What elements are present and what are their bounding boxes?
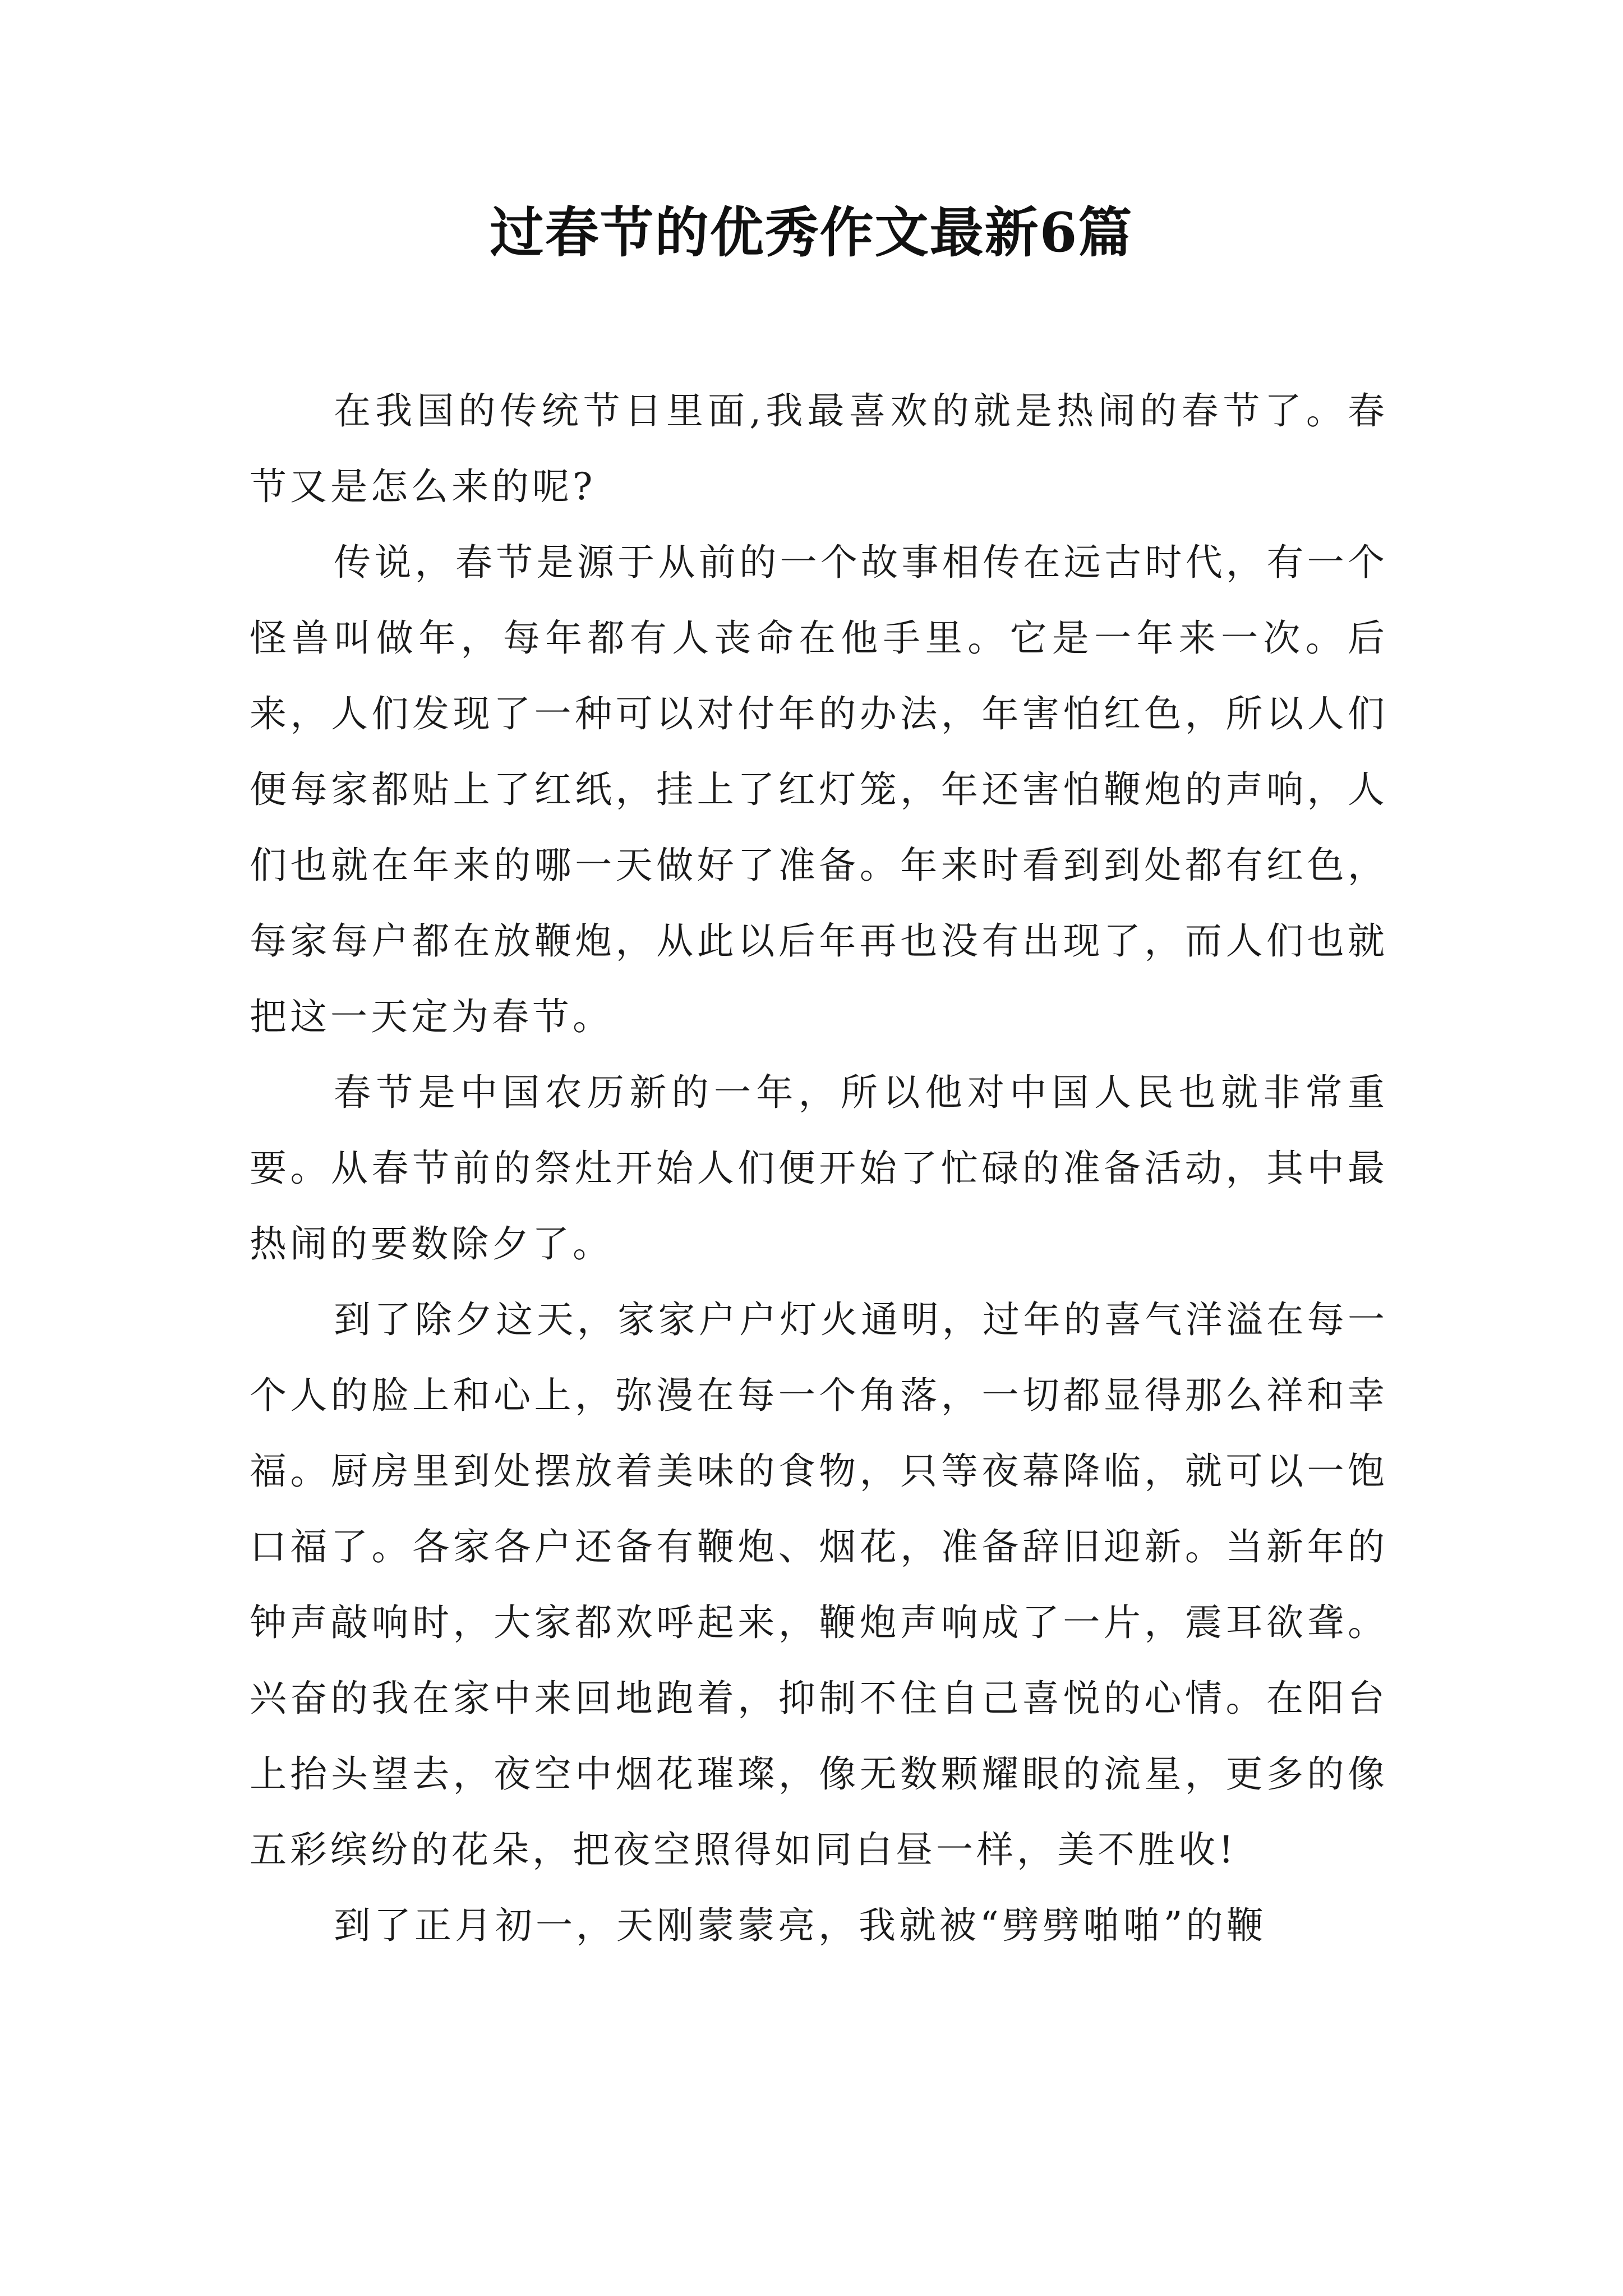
document-body: [250, 373, 1388, 1963]
paragraph-4: 到了除夕这天，家家户户灯火通明，过年的喜气洋溢在每一个人的脸上和心上，弥漫在每一个角落，一切都显得那么祥和幸福。厨房里到处摆放着美味的食物，只等夜幕降临，就可以一饱口福了。各家各户还备有鞭炮、烟花，准备辞旧迎新。当新年的钟声敲响时，大家都欢呼起来，鞭炮声响成了一片，震耳欲聋。兴奋的我在家中来回地跑着，抑制不住自己喜悦的心情。在阳台上抬头望去，夜空中烟花璀璨，像无数颗耀眼的流星，更多的像五彩缤纷的花朵，把夜空照得如同白昼一样，美不胜收!: [250, 1298, 1388, 1871]
document-title: 过春节的优秀作文最新6篇: [490, 201, 1133, 264]
paragraph-5: 到了正月初一，天刚蒙蒙亮，我就被“劈劈啪啪”的鞭: [334, 1904, 1267, 1947]
paragraph-1: 在我国的传统节日里面,我最喜欢的就是热闹的春节了。春节又是怎么来的呢?: [250, 389, 1388, 508]
paragraph-3: 春节是中国农历新的一年，所以他对中国人民也就非常重要。从春节前的祭灶开始人们便开始了忙碌的准备活动，其中最热闹的要数除夕了。: [250, 1071, 1388, 1266]
paragraph-2: 传说，春节是源于从前的一个故事相传在远古时代，有一个怪兽叫做年，每年都有人丧命在他手里。它是一年来一次。后来，人们发现了一种可以对付年的办法，年害怕红色，所以人们便每家都贴上了红纸，挂上了红灯笼，年还害怕鞭炮的声响，人们也就在年来的哪一天做好了准备。年来时看到到处都有红色，每家每户都在放鞭炮，从此以后年再也没有出现了，而人们也就把这一天定为春节。: [250, 541, 1388, 1038]
